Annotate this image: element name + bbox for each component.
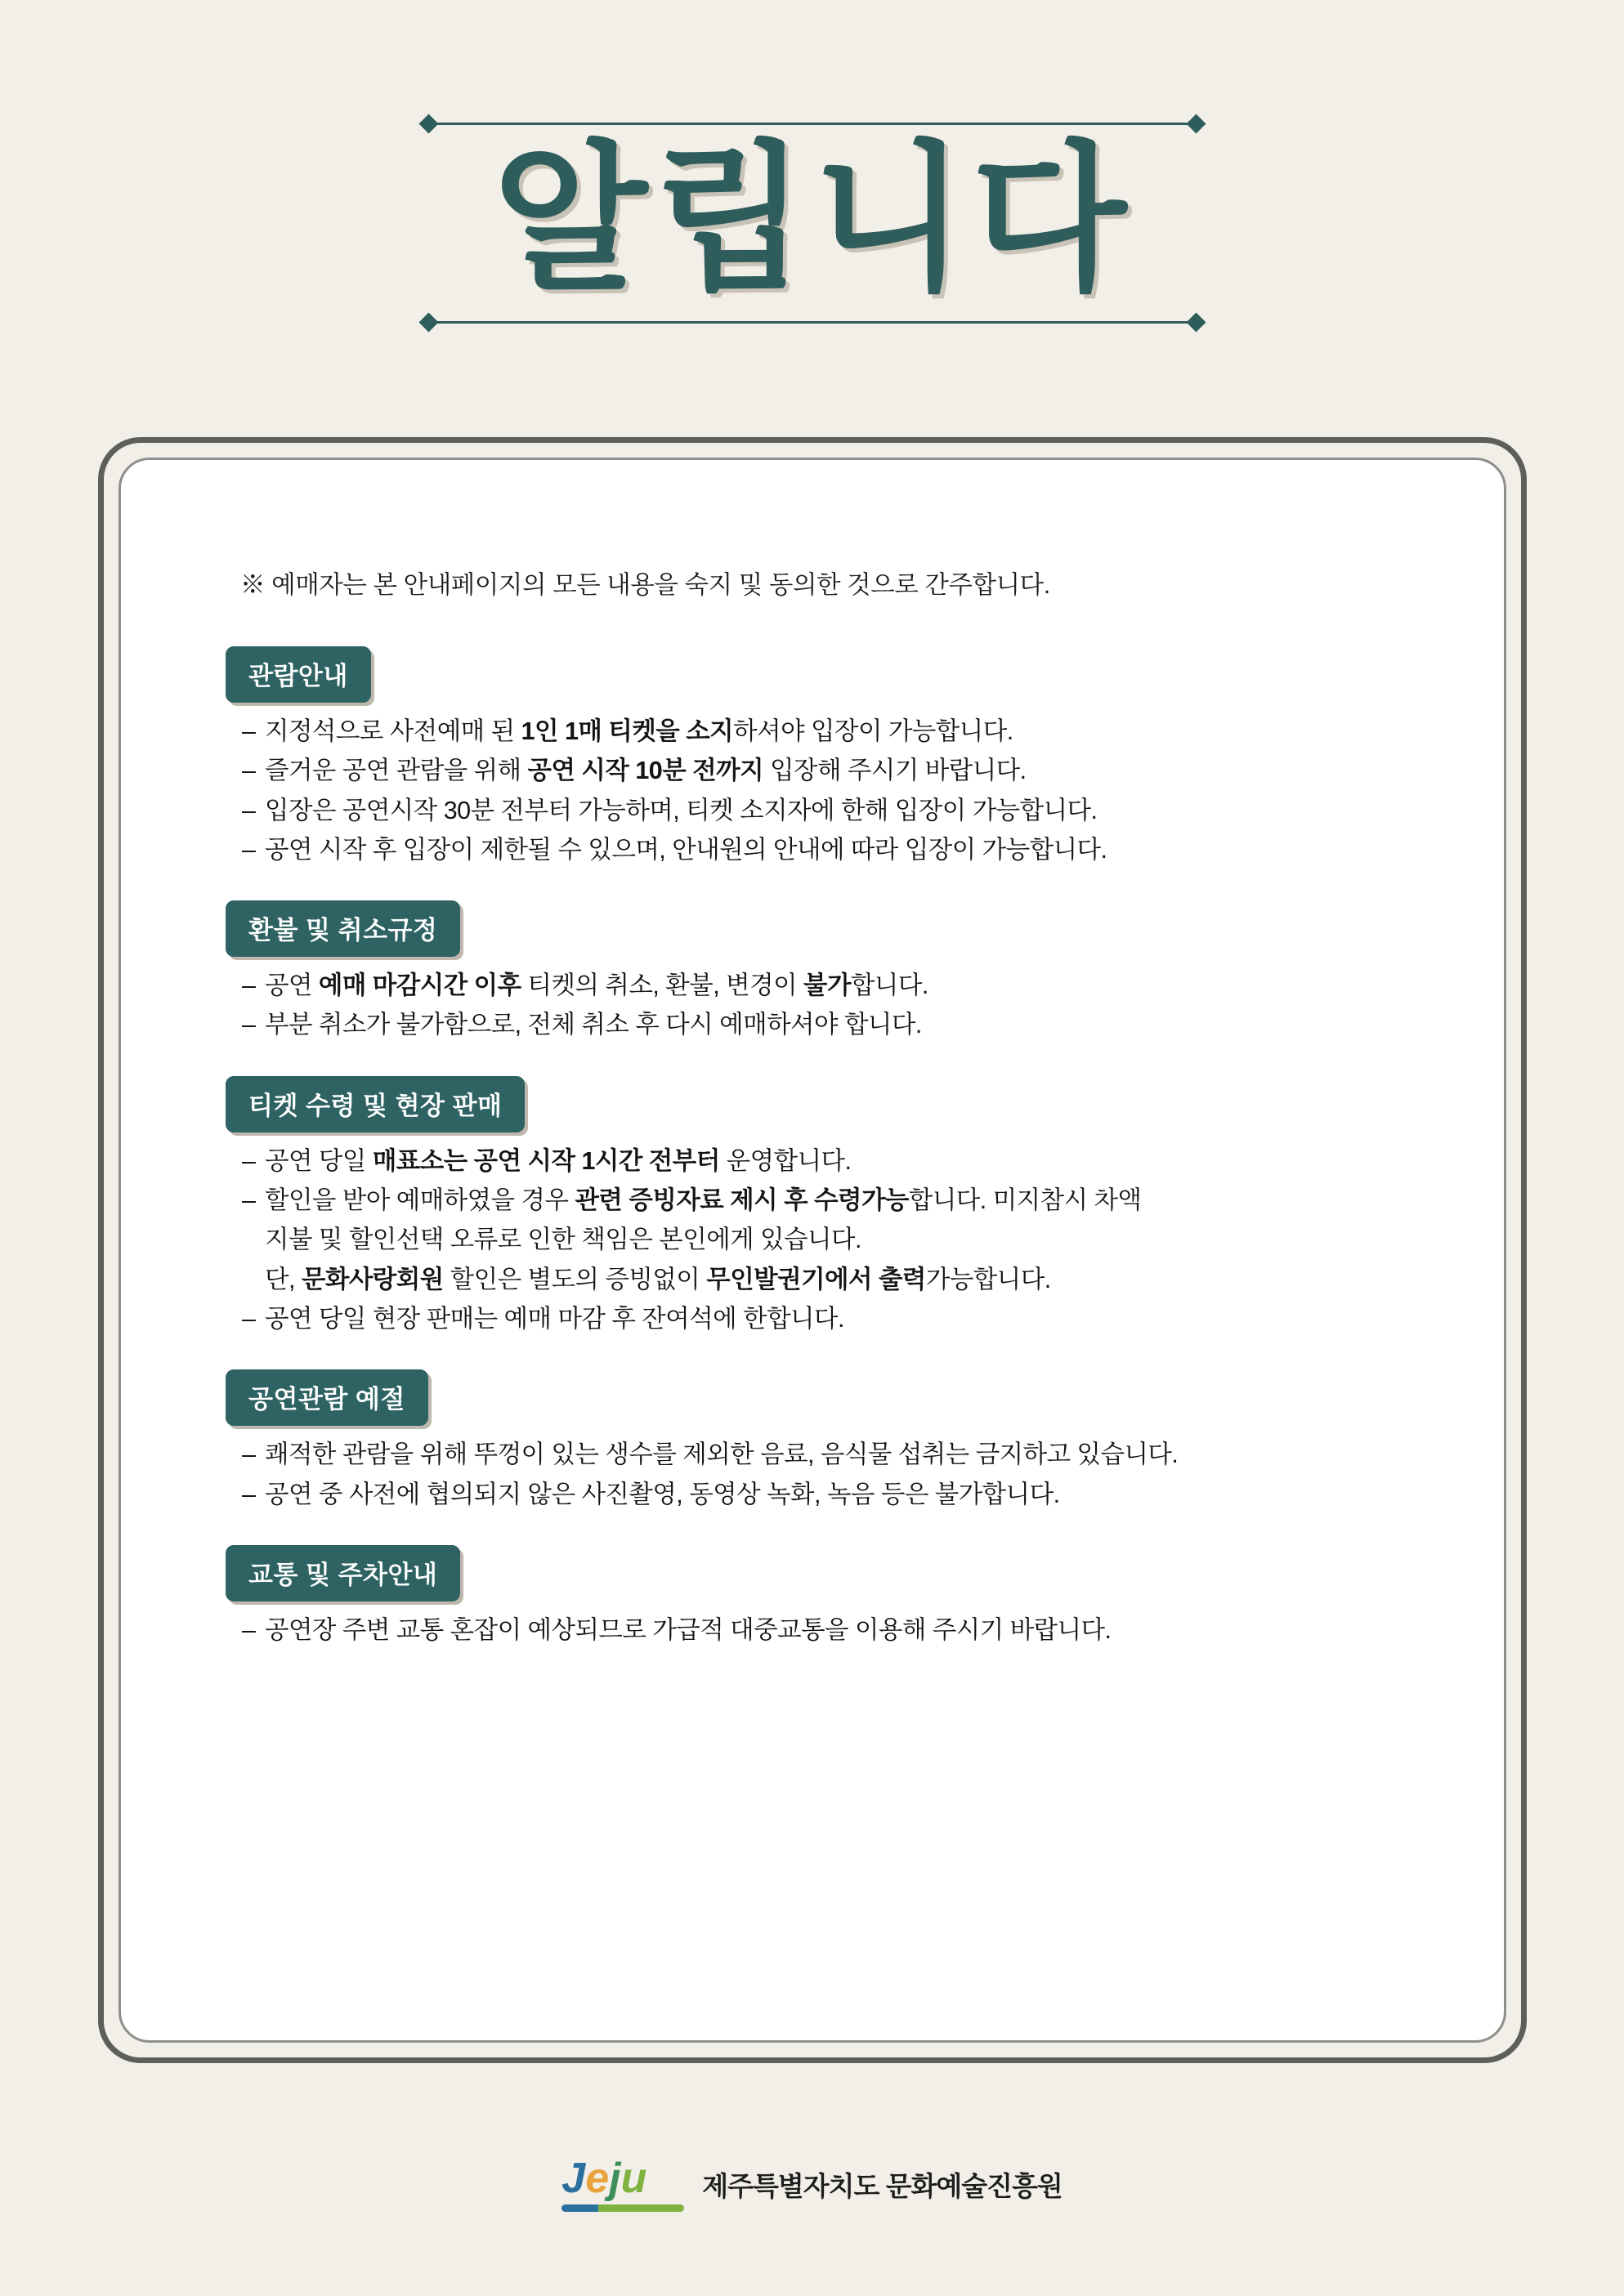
list-item: – 공연 중 사전에 협의되지 않은 사진촬영, 동영상 녹화, 녹음 등은 불가합니다. [240, 1477, 1438, 1512]
logo-letter-u: u [620, 2155, 646, 2202]
notice-section [226, 1369, 1438, 1512]
section-heading: 관람안내 [226, 646, 371, 703]
notice-section [226, 646, 1438, 868]
list-item: – 공연 예매 마감시간 이후 티켓의 취소, 환불, 변경이 불가합니다. [240, 968, 1438, 1003]
section-list [226, 1613, 1438, 1648]
jeju-logo [561, 2157, 684, 2212]
section-heading: 공연관람 예절 [226, 1369, 428, 1426]
list-item: – 공연 당일 현장 판매는 예매 마감 후 잔여석에 한합니다. [240, 1302, 1438, 1337]
logo-letter-j2: j [609, 2155, 620, 2202]
notice-section [226, 900, 1438, 1043]
section-list [226, 1144, 1438, 1337]
logo-letter-e: e [585, 2155, 608, 2202]
notice-content [226, 460, 1438, 2040]
list-item: 단, 문화사랑회원 할인은 별도의 증빙없이 무인발권기에서 출력가능합니다. [265, 1265, 1051, 1293]
list-item: – 공연 시작 후 입장이 제한될 수 있으며, 안내원의 안내에 따라 입장이 가능합니다. [240, 833, 1438, 868]
section-heading: 교통 및 주차안내 [226, 1545, 460, 1601]
section-heading: 티켓 수령 및 현장 판매 [226, 1076, 525, 1132]
footer-organization: 제주특별자치도 문화예술진흥원 [702, 2171, 1063, 2201]
section-list [226, 968, 1438, 1043]
notice-section [226, 1545, 1438, 1648]
footer [0, 2157, 1624, 2212]
list-item: – 쾌적한 관람을 위해 뚜껑이 있는 생수를 제외한 음료, 음식물 섭취는 금지하고 있습니다. [240, 1437, 1438, 1472]
notice-card-inner [119, 458, 1506, 2043]
section-list [226, 1437, 1438, 1512]
list-item: – 공연 당일 매표소는 공연 시작 1시간 전부터 운영합니다. [240, 1144, 1438, 1179]
list-item: – 할인을 받아 예매하였을 경우 관련 증빙자료 제시 후 수령가능합니다. 미지참시 차액 [240, 1183, 1438, 1218]
notice-card [98, 437, 1527, 2063]
list-item: – 부분 취소가 불가함으로, 전체 취소 후 다시 예매하셔야 합니다. [240, 1007, 1438, 1043]
section-list [226, 714, 1438, 868]
section-heading: 환불 및 취소규정 [226, 900, 460, 957]
list-item: – 입장은 공연시작 30분 전부터 가능하며, 티켓 소지자에 한해 입장이 가능합니다. [240, 793, 1438, 829]
notice-section [226, 1076, 1438, 1337]
list-item: 지불 및 할인선택 오류로 인한 책임은 본인에게 있습니다. [265, 1226, 861, 1254]
list-item: – 공연장 주변 교통 혼잡이 예상되므로 가급적 대중교통을 이용해 주시기 바랍니다. [240, 1613, 1438, 1648]
logo-underline [561, 2204, 684, 2212]
list-item: – 지정석으로 사전예매 된 1인 1매 티켓을 소지하셔야 입장이 가능합니다. [240, 714, 1438, 749]
list-item: – 즐거운 공연 관람을 위해 공연 시작 10분 전까지 입장해 주시기 바랍니다. [240, 753, 1438, 788]
notice-sections [226, 646, 1438, 1648]
page-title: 알립니다 [492, 130, 1132, 309]
logo-letter-j: J [561, 2155, 584, 2202]
title-rule-bottom [428, 321, 1197, 324]
agreement-notice: ※ 예매자는 본 안내페이지의 모든 내용을 숙지 및 동의한 것으로 간주합니다. [240, 571, 1050, 599]
title-rule-top [428, 123, 1197, 125]
page-title-block [0, 123, 1624, 324]
